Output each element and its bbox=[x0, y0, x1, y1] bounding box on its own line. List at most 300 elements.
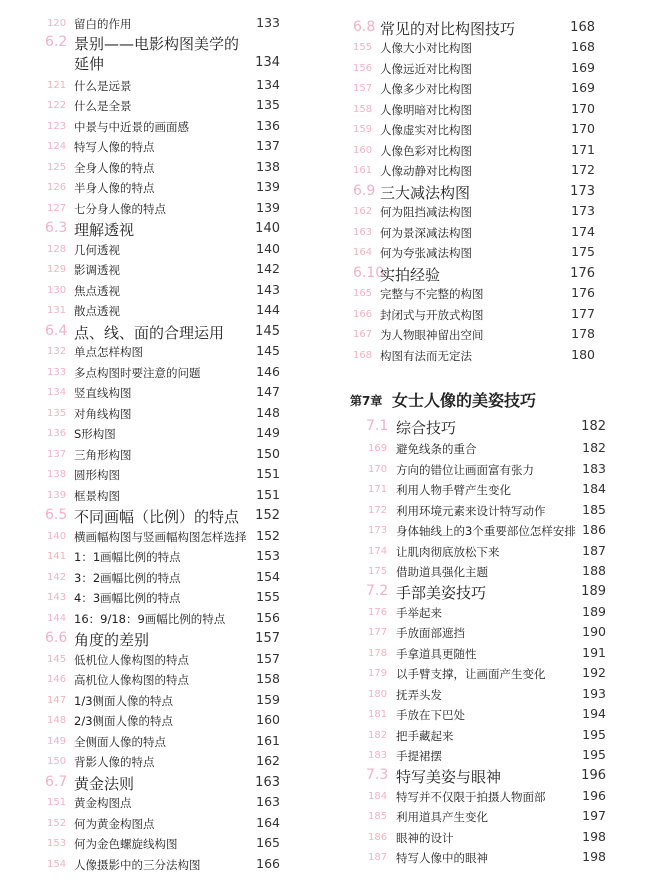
toc-title: 2/3侧面人像的特点 bbox=[74, 714, 174, 728]
toc-title: 实拍经验 bbox=[380, 266, 441, 284]
toc-number: 130 bbox=[47, 285, 67, 296]
toc-title: 何为金色螺旋线构图 bbox=[74, 837, 178, 851]
toc-title: 高机位人像构图的特点 bbox=[74, 673, 189, 687]
toc-page-number: 182 bbox=[582, 440, 606, 455]
toc-number: 158 bbox=[353, 104, 373, 115]
toc-page-number: 136 bbox=[256, 118, 280, 133]
toc-page-number: 177 bbox=[571, 306, 595, 321]
toc-number: 148 bbox=[47, 715, 67, 726]
toc-title: 16：9/18：9画幅比例的特点 bbox=[74, 612, 226, 626]
toc-number: 6.7 bbox=[45, 774, 68, 790]
toc-title: 为人物眼神留出空间 bbox=[380, 328, 484, 342]
toc-number: 121 bbox=[47, 80, 67, 91]
toc-title: 利用环境元素来设计特写动作 bbox=[396, 504, 546, 518]
toc-page-number: 197 bbox=[582, 808, 606, 823]
toc-page-number: 149 bbox=[256, 425, 280, 440]
toc-title: 眼神的设计 bbox=[396, 831, 454, 845]
toc-entry bbox=[330, 685, 650, 705]
toc-page-number: 192 bbox=[582, 665, 606, 680]
toc-entry bbox=[330, 623, 650, 643]
toc-entry bbox=[330, 501, 650, 521]
toc-number: 132 bbox=[47, 346, 67, 357]
toc-title: 什么是远景 bbox=[74, 79, 132, 93]
toc-number: 157 bbox=[353, 83, 373, 94]
toc-page-number: 139 bbox=[256, 200, 280, 215]
toc-title: 人像色彩对比构图 bbox=[380, 144, 472, 158]
toc-page-number: 174 bbox=[571, 224, 595, 239]
toc-entry bbox=[330, 59, 650, 79]
toc-page-number: 198 bbox=[582, 849, 606, 864]
toc-number: 129 bbox=[47, 264, 67, 275]
toc-entry bbox=[330, 848, 650, 868]
toc-number: 167 bbox=[353, 329, 373, 340]
toc-title: 多点构图时要注意的问题 bbox=[74, 366, 201, 380]
toc-title: 三大减法构图 bbox=[380, 184, 471, 202]
toc-title: 几何透视 bbox=[74, 243, 120, 257]
toc-entry bbox=[330, 480, 650, 500]
toc-title: 手放在下巴处 bbox=[396, 708, 465, 722]
toc-number: 180 bbox=[368, 689, 388, 700]
toc-number: 161 bbox=[353, 165, 373, 176]
toc-title: 留白的作用 bbox=[74, 17, 132, 31]
toc-number: 170 bbox=[368, 464, 388, 475]
toc-entry bbox=[0, 301, 300, 321]
toc-title: 角度的差别 bbox=[74, 631, 150, 649]
toc-title: 低机位人像构图的特点 bbox=[74, 653, 189, 667]
toc-number: 187 bbox=[368, 852, 388, 863]
toc-entry bbox=[330, 243, 650, 263]
toc-entry bbox=[330, 325, 650, 345]
toc-number: 149 bbox=[47, 736, 67, 747]
toc-number: 172 bbox=[368, 505, 388, 516]
toc-entry bbox=[0, 240, 300, 260]
toc-number: 7.3 bbox=[366, 767, 389, 783]
toc-entry bbox=[330, 79, 650, 99]
toc-page-number: 195 bbox=[582, 727, 606, 742]
toc-number: 156 bbox=[353, 63, 373, 74]
toc-entry bbox=[330, 521, 650, 541]
toc-entry bbox=[0, 383, 300, 403]
toc-page-number: 178 bbox=[571, 326, 595, 341]
toc-page-number: 187 bbox=[582, 543, 606, 558]
toc-entry bbox=[0, 445, 300, 465]
toc-number: 123 bbox=[47, 121, 67, 132]
toc-page-number: 154 bbox=[256, 569, 280, 584]
toc-title: 手放面部遮挡 bbox=[396, 626, 465, 640]
toc-page-number: 193 bbox=[582, 686, 606, 701]
toc-number: 6.10 bbox=[353, 265, 385, 281]
toc-number: 133 bbox=[47, 367, 67, 378]
toc-page-number: 198 bbox=[582, 829, 606, 844]
toc-page-number: 150 bbox=[256, 446, 280, 461]
toc-number: 122 bbox=[47, 100, 67, 111]
toc-entry bbox=[330, 726, 650, 746]
toc-number: 125 bbox=[47, 162, 67, 173]
toc-number: 6.4 bbox=[45, 323, 68, 339]
toc-title: 点、线、面的合理运用 bbox=[74, 324, 225, 342]
toc-page-number: 133 bbox=[256, 15, 280, 30]
toc-number: 155 bbox=[353, 42, 373, 53]
toc-number: 141 bbox=[47, 551, 67, 562]
toc-page-number: 168 bbox=[570, 20, 595, 35]
toc-entry bbox=[0, 711, 300, 731]
toc-number: 6.3 bbox=[45, 220, 68, 236]
toc-title: 抚弄头发 bbox=[396, 688, 442, 702]
toc-title: 特写人像的特点 bbox=[74, 140, 155, 154]
toc-page-number: 173 bbox=[571, 203, 595, 218]
toc-title: 手举起来 bbox=[396, 606, 442, 620]
toc-page-number: 148 bbox=[256, 405, 280, 420]
toc-page-number: 134 bbox=[256, 77, 280, 92]
toc-entry bbox=[330, 828, 650, 848]
toc-number: 154 bbox=[47, 859, 67, 870]
toc-title: 方向的错位让画面富有张力 bbox=[396, 463, 534, 477]
toc-title: 框景构图 bbox=[74, 489, 120, 503]
toc-entry bbox=[330, 223, 650, 243]
toc-title: 人像动静对比构图 bbox=[380, 164, 472, 178]
toc-entry bbox=[0, 588, 300, 608]
toc-page-number: 173 bbox=[570, 184, 595, 199]
toc-page-number: 147 bbox=[256, 384, 280, 399]
toc-title: 延伸 bbox=[74, 55, 105, 73]
toc-title: 手提裙摆 bbox=[396, 749, 442, 763]
toc-entry bbox=[330, 644, 650, 664]
toc-number: 146 bbox=[47, 674, 67, 685]
toc-page-number: 159 bbox=[256, 692, 280, 707]
toc-number: 169 bbox=[368, 443, 388, 454]
toc-page-number: 170 bbox=[571, 101, 595, 116]
toc-number: 171 bbox=[368, 484, 388, 495]
toc-number: 186 bbox=[368, 832, 388, 843]
toc-number: 6.6 bbox=[45, 630, 68, 646]
toc-title: 景别——电影构图美学的 bbox=[74, 35, 240, 53]
toc-entry bbox=[0, 281, 300, 301]
toc-number: 128 bbox=[47, 244, 67, 255]
toc-number: 164 bbox=[353, 247, 373, 258]
toc-number: 6.9 bbox=[353, 183, 376, 199]
toc-entry bbox=[0, 178, 300, 198]
toc-number: 168 bbox=[353, 350, 373, 361]
toc-number: 6.5 bbox=[45, 507, 68, 523]
toc-entry bbox=[0, 547, 300, 567]
toc-number: 142 bbox=[47, 572, 67, 583]
toc-entry bbox=[0, 691, 300, 711]
toc-number: 160 bbox=[353, 145, 373, 156]
toc-number: 134 bbox=[47, 387, 67, 398]
toc-entry bbox=[330, 439, 650, 459]
toc-page-number: 145 bbox=[255, 324, 280, 339]
toc-title: 何为黄金构图点 bbox=[74, 817, 155, 831]
toc-number: 166 bbox=[353, 309, 373, 320]
toc-number: 6.8 bbox=[353, 19, 376, 35]
toc-page-number: 191 bbox=[582, 645, 606, 660]
toc-title: 综合技巧 bbox=[396, 419, 457, 437]
toc-page-number: 184 bbox=[582, 481, 606, 496]
toc-entry bbox=[0, 793, 300, 813]
toc-title: 特写人像中的眼神 bbox=[396, 851, 488, 865]
toc-page-number: 135 bbox=[256, 97, 280, 112]
toc-entry bbox=[330, 807, 650, 827]
toc-title: 常见的对比构图技巧 bbox=[380, 20, 516, 38]
toc-entry bbox=[0, 199, 300, 219]
toc-title: 利用道具产生变化 bbox=[396, 810, 488, 824]
toc-page-number: 188 bbox=[582, 563, 606, 578]
toc-entry bbox=[330, 202, 650, 222]
toc-page-number: 160 bbox=[256, 712, 280, 727]
toc-entry bbox=[330, 542, 650, 562]
toc-title: 竖直线构图 bbox=[74, 386, 132, 400]
toc-title: 避免线条的重合 bbox=[396, 442, 477, 456]
toc-number: 144 bbox=[47, 613, 67, 624]
toc-page-number: 143 bbox=[256, 282, 280, 297]
toc-entry bbox=[330, 100, 650, 120]
toc-entry bbox=[330, 746, 650, 766]
toc-title: 1/3侧面人像的特点 bbox=[74, 694, 174, 708]
toc-number: 162 bbox=[353, 206, 373, 217]
toc-page-number: 152 bbox=[256, 528, 280, 543]
toc-title: 让肌肉彻底放松下来 bbox=[396, 545, 500, 559]
toc-number: 178 bbox=[368, 648, 388, 659]
toc-page-number: 156 bbox=[256, 610, 280, 625]
toc-page-number: 168 bbox=[571, 39, 595, 54]
toc-entry bbox=[0, 137, 300, 157]
toc-entry bbox=[330, 141, 650, 161]
toc-entry bbox=[0, 814, 300, 834]
toc-page-number: 137 bbox=[256, 138, 280, 153]
toc-title: 七分身人像的特点 bbox=[74, 202, 166, 216]
toc-page-number: 169 bbox=[571, 80, 595, 95]
toc-number: 174 bbox=[368, 546, 388, 557]
toc-page-number: 195 bbox=[582, 747, 606, 762]
toc-title: 以手臂支撑，让画面产生变化 bbox=[396, 667, 546, 681]
toc-page-number: 165 bbox=[256, 835, 280, 850]
toc-entry bbox=[0, 14, 300, 34]
toc-entry bbox=[0, 404, 300, 424]
toc-entry bbox=[0, 76, 300, 96]
toc-title: 散点透视 bbox=[74, 304, 120, 318]
toc-number: 181 bbox=[368, 709, 388, 720]
toc-page-number: 175 bbox=[571, 244, 595, 259]
toc-page-number: 153 bbox=[256, 548, 280, 563]
toc-title: 手部美姿技巧 bbox=[396, 584, 487, 602]
toc-number: 175 bbox=[368, 566, 388, 577]
toc-entry bbox=[0, 752, 300, 772]
toc-entry bbox=[0, 834, 300, 854]
toc-number: 145 bbox=[47, 654, 67, 665]
toc-number: 150 bbox=[47, 756, 67, 767]
toc-page-number: 189 bbox=[582, 604, 606, 619]
toc-number: 131 bbox=[47, 305, 67, 316]
toc-page-number: 140 bbox=[256, 241, 280, 256]
toc-page-number: 155 bbox=[256, 589, 280, 604]
toc-title: 借助道具强化主题 bbox=[396, 565, 488, 579]
toc-page-number: 164 bbox=[256, 815, 280, 830]
toc-number: 153 bbox=[47, 838, 67, 849]
toc-number: 182 bbox=[368, 730, 388, 741]
toc-title: 完整与不完整的构图 bbox=[380, 287, 484, 301]
toc-page-number: 182 bbox=[581, 419, 606, 434]
toc-page-number: 145 bbox=[256, 343, 280, 358]
toc-title: 3：2画幅比例的特点 bbox=[74, 571, 181, 585]
toc-number: 136 bbox=[47, 428, 67, 439]
toc-page-number: 146 bbox=[256, 364, 280, 379]
toc-entry bbox=[0, 670, 300, 690]
toc-entry bbox=[330, 346, 650, 366]
toc-title: 把手藏起来 bbox=[396, 729, 454, 743]
toc-entry bbox=[0, 260, 300, 280]
toc-title: 何为景深减法构图 bbox=[380, 226, 472, 240]
toc-number: 126 bbox=[47, 182, 67, 193]
toc-page-number: 140 bbox=[255, 221, 280, 236]
toc-title: 利用人物手臂产生变化 bbox=[396, 483, 511, 497]
chapter-label: 第7章 bbox=[350, 394, 383, 408]
toc-title: 对角线构图 bbox=[74, 407, 132, 421]
toc-page-number: 180 bbox=[571, 347, 595, 362]
toc-title: 人像大小对比构图 bbox=[380, 41, 472, 55]
toc-title: 黄金法则 bbox=[74, 775, 135, 793]
toc-page-number: 163 bbox=[256, 794, 280, 809]
toc-entry bbox=[330, 460, 650, 480]
toc-number: 135 bbox=[47, 408, 67, 419]
toc-page-number: 134 bbox=[255, 55, 280, 70]
toc-entry bbox=[0, 158, 300, 178]
toc-page-number: 176 bbox=[571, 285, 595, 300]
toc-number: 177 bbox=[368, 627, 388, 638]
toc-entry bbox=[330, 120, 650, 140]
toc-title: 封闭式与开放式构图 bbox=[380, 308, 484, 322]
toc-title: 黄金构图点 bbox=[74, 796, 132, 810]
toc-title: 4：3画幅比例的特点 bbox=[74, 591, 181, 605]
toc-number: 163 bbox=[353, 227, 373, 238]
toc-entry bbox=[330, 305, 650, 325]
toc-number: 143 bbox=[47, 592, 67, 603]
toc-title: 全身人像的特点 bbox=[74, 161, 155, 175]
toc-number: 179 bbox=[368, 668, 388, 679]
toc-entry bbox=[0, 527, 300, 547]
toc-title: 横画幅构图与竖画幅构图怎样选择 bbox=[74, 530, 247, 544]
toc-page-number: 183 bbox=[582, 461, 606, 476]
toc-entry bbox=[0, 650, 300, 670]
toc-title: 不同画幅（比例）的特点 bbox=[74, 508, 240, 526]
toc-entry bbox=[330, 161, 650, 181]
toc-page-number: 166 bbox=[256, 856, 280, 871]
toc-number: 7.1 bbox=[366, 418, 389, 434]
toc-page-number: 139 bbox=[256, 179, 280, 194]
toc-title: 焦点透视 bbox=[74, 284, 120, 298]
toc-entry bbox=[330, 603, 650, 623]
toc-number: 6.2 bbox=[45, 34, 68, 50]
toc-entry bbox=[0, 342, 300, 362]
toc-title: 人像远近对比构图 bbox=[380, 62, 472, 76]
toc-page-number: 171 bbox=[571, 142, 595, 157]
toc-number: 151 bbox=[47, 797, 67, 808]
toc-number: 127 bbox=[47, 203, 67, 214]
toc-number: 147 bbox=[47, 695, 67, 706]
chapter-title: 女士人像的美姿技巧 bbox=[392, 391, 537, 410]
toc-page-number: 176 bbox=[570, 266, 595, 281]
toc-entry bbox=[0, 424, 300, 444]
toc-page-number: 169 bbox=[571, 60, 595, 75]
toc-number: 185 bbox=[368, 811, 388, 822]
toc-page-number: 186 bbox=[582, 522, 606, 537]
toc-page-number: 157 bbox=[256, 651, 280, 666]
toc-title: 三角形构图 bbox=[74, 448, 132, 462]
toc-title: 何为阻挡减法构图 bbox=[380, 205, 472, 219]
toc-page-number: 196 bbox=[581, 768, 606, 783]
toc-page-number: 163 bbox=[255, 775, 280, 790]
toc-title: 半身人像的特点 bbox=[74, 181, 155, 195]
toc-page-number: 157 bbox=[255, 631, 280, 646]
toc-page-number: 152 bbox=[255, 508, 280, 523]
toc-number: 173 bbox=[368, 525, 388, 536]
toc-entry bbox=[0, 363, 300, 383]
toc-entry bbox=[0, 96, 300, 116]
toc-entry bbox=[330, 705, 650, 725]
toc-page-number: 151 bbox=[256, 466, 280, 481]
toc-title: 理解透视 bbox=[74, 221, 135, 239]
toc-page-number: 185 bbox=[582, 502, 606, 517]
toc-title: 背影人像的特点 bbox=[74, 755, 155, 769]
toc-title: 什么是全景 bbox=[74, 99, 132, 113]
toc-entry bbox=[0, 117, 300, 137]
toc-entry bbox=[0, 609, 300, 629]
toc-entry bbox=[0, 855, 300, 875]
toc-number: 140 bbox=[47, 531, 67, 542]
toc-title: 中景与中近景的画面感 bbox=[74, 120, 189, 134]
toc-page-number: 158 bbox=[256, 671, 280, 686]
toc-entry bbox=[330, 664, 650, 684]
toc-entry bbox=[330, 562, 650, 582]
toc-title: 特写美姿与眼神 bbox=[396, 768, 502, 786]
toc-title: 何为夸张减法构图 bbox=[380, 246, 472, 260]
toc-number: 152 bbox=[47, 818, 67, 829]
toc-page-number: 170 bbox=[571, 121, 595, 136]
toc-number: 159 bbox=[353, 124, 373, 135]
toc-entry bbox=[330, 38, 650, 58]
toc-title: S形构图 bbox=[74, 427, 116, 441]
toc-page-number: 142 bbox=[256, 261, 280, 276]
toc-page-number: 161 bbox=[256, 733, 280, 748]
toc-number: 137 bbox=[47, 449, 67, 460]
toc-number: 184 bbox=[368, 791, 388, 802]
toc-title: 身体轴线上的3个重要部位怎样安排 bbox=[396, 524, 576, 538]
toc-number: 183 bbox=[368, 750, 388, 761]
toc-title: 手拿道具更随性 bbox=[396, 647, 477, 661]
toc-title: 人像多少对比构图 bbox=[380, 82, 472, 96]
toc-number: 124 bbox=[47, 141, 67, 152]
toc-number: 165 bbox=[353, 288, 373, 299]
toc-title: 人像摄影中的三分法构图 bbox=[74, 858, 201, 872]
toc-title: 单点怎样构图 bbox=[74, 345, 143, 359]
toc-title: 人像虚实对比构图 bbox=[380, 123, 472, 137]
toc-entry bbox=[330, 284, 650, 304]
toc-title: 圆形构图 bbox=[74, 468, 120, 482]
toc-number: 7.2 bbox=[366, 583, 389, 599]
toc-number: 138 bbox=[47, 469, 67, 480]
toc-entry bbox=[330, 787, 650, 807]
toc-entry bbox=[0, 732, 300, 752]
toc-page-number: 162 bbox=[256, 753, 280, 768]
toc-entry bbox=[0, 568, 300, 588]
toc-number: 139 bbox=[47, 490, 67, 501]
toc-page-number: 194 bbox=[582, 706, 606, 721]
toc-number: 120 bbox=[47, 18, 67, 29]
toc-page-number: 189 bbox=[581, 584, 606, 599]
toc-number: 176 bbox=[368, 607, 388, 618]
toc-page-number: 138 bbox=[256, 159, 280, 174]
toc-page-number: 196 bbox=[582, 788, 606, 803]
toc-title: 影调透视 bbox=[74, 263, 120, 277]
